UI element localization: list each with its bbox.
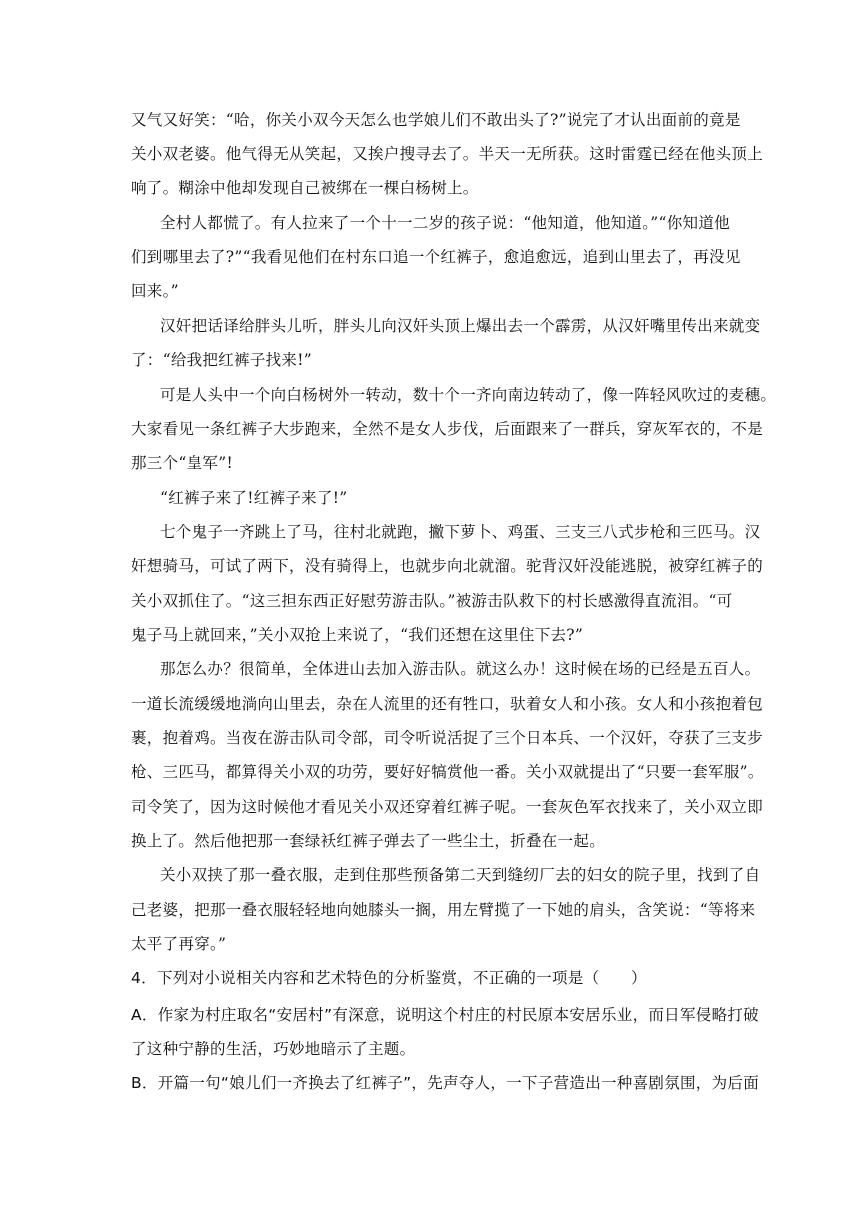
story-line: 七个鬼子一齐跳上了马，往村北就跑，撇下萝卜、鸡蛋、三支三八式步枪和三匹马。汉 bbox=[160, 523, 761, 541]
story-line: 奸想骑马，可试了两下，没有骑得上，也就步向北就溜。驼背汉奸没能逃脱，被穿红裤子的 bbox=[131, 557, 764, 575]
question-stem: 4．下列对小说相关内容和艺术特色的分析鉴赏，不正确的一项是（ ） bbox=[131, 969, 647, 987]
story-line: 一道长流缓缓地淌向山里去，杂在人流里的还有牲口，驮着女人和小孩。女人和小孩抱着包 bbox=[131, 695, 764, 713]
story-line: 响了。糊涂中他却发现自己被绑在一棵白杨树上。 bbox=[131, 179, 479, 197]
story-line: “红裤子来了!红裤子来了!” bbox=[160, 489, 348, 507]
story-line: 全村人都慌了。有人拉来了一个十一二岁的孩子说：“他知道，他知道。”“你知道他 bbox=[160, 214, 730, 232]
story-line: 关小双老婆。他气得无从笑起，又挨户搜寻去了。半天一无所获。这时雷霆已经在他头顶上 bbox=[131, 145, 764, 163]
story-line: 裹，抱着鸡。当夜在游击队司令部，司令听说活捉了三个日本兵、一个汉奸，夺获了三支步 bbox=[131, 729, 764, 747]
story-line: 又气又好笑：“哈，你关小双今天怎么也学娘儿们不敢出头了?”说完了才认出面前的竟是 bbox=[131, 111, 741, 129]
story-line: 关小双抓住了。“这三担东西正好慰劳游击队。”被游击队救下的村长感激得直流泪。“可 bbox=[131, 592, 733, 610]
story-line: 那三个“皇军”! bbox=[131, 454, 233, 472]
option-a-continued: 了这种宁静的生活，巧妙地暗示了主题。 bbox=[131, 1040, 416, 1058]
story-line: 太平了再穿。” bbox=[131, 935, 227, 953]
story-line: 那怎么办？很简单，全体进山去加入游击队。就这么办！这时候在场的已经是五百人。 bbox=[160, 660, 761, 678]
story-line: 关小双挟了那一叠衣服，走到住那些预备第二天到缝纫厂去的妇女的院子里，找到了自 bbox=[160, 866, 761, 884]
story-line: 回来。” bbox=[131, 282, 179, 300]
story-line: 换上了。然后他把那一套绿袄红裤子弹去了一些尘土，折叠在一起。 bbox=[131, 832, 606, 850]
story-line: 汉奸把话译给胖头儿听，胖头儿向汉奸头顶上爆出去一个霹雳，从汉奸嘴里传出来就变 bbox=[160, 317, 761, 335]
option-a: A．作家为村庄取名“安居村”有深意，说明这个村庄的村民原本安居乐业，而日军侵略打破 bbox=[131, 1006, 759, 1024]
story-line: 己老婆，把那一叠衣服轻轻地向她膝头一搁，用左臂揽了一下她的肩头，含笑说：“等将来 bbox=[131, 901, 756, 919]
story-line: 大家看见一条红裤子大步跑来，全然不是女人步伐，后面跟来了一群兵，穿灰军衣的，不是 bbox=[131, 420, 764, 438]
option-b: B．开篇一句“娘儿们一齐换去了红裤子”，先声夺人，一下子营造出一种喜剧氛围，为后面 bbox=[131, 1074, 759, 1092]
story-line: 们到哪里去了?”“我看见他们在村东口追一个红裤子，愈追愈远，追到山里去了，再没见 bbox=[131, 248, 741, 266]
story-line: 枪、三匹马，都算得关小双的功劳，要好好犒赏他一番。关小双就提出了“只要一套军服”。 bbox=[131, 763, 764, 781]
story-line: 鬼子马上就回来，”关小双抢上来说了，“我们还想在这里住下去?” bbox=[131, 626, 584, 644]
story-line: 司令笑了，因为这时候他才看见关小双还穿着红裤子呢。一套灰色军衣找来了，关小双立即 bbox=[131, 798, 764, 816]
story-line: 可是人头中一个向白杨树外一转动，数十个一齐向南边转动了，像一阵轻风吹过的麦穗。 bbox=[160, 386, 777, 404]
story-line: 了：“给我把红裤子找来!” bbox=[131, 351, 312, 369]
